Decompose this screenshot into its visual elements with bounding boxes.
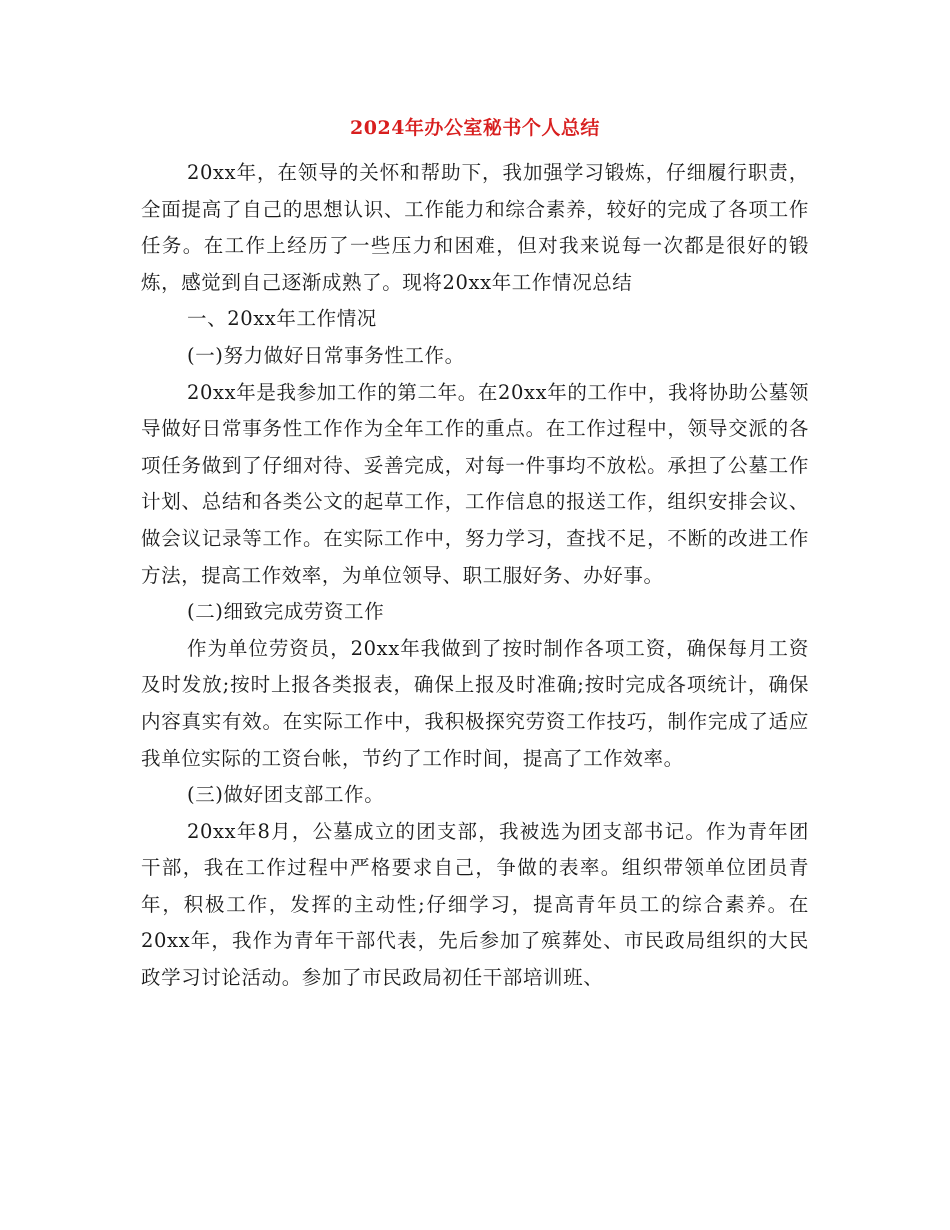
paragraph: 作为单位劳资员，20xx年我做到了按时制作各项工资，确保每月工资及时发放;按时上报各类报表，确保上报及时准确;按时完成各项统计，确保内容真实有效。在实际工作中，我积极探究劳资工作技巧，制作完成了适应我单位实际的工资台帐，节约了工作时间，提高了工作效率。 xyxy=(141,636,809,770)
subsection-heading: (一)努力做好日常事务性工作。 xyxy=(187,343,465,367)
paragraph: 20xx年8月，公墓成立的团支部，我被选为团支部书记。作为青年团干部，我在工作过程中严格要求自己，争做的表率。组织带领单位团员青年，积极工作，发挥的主动性;仔细学习，提高青年员工的综合素养。在20xx年，我作为青年干部代表，先后参加了殡葬处、市民政局组织的大民政学习讨论活动。参加了市民政局初任干部培训班、 xyxy=(141,819,809,990)
subsection-heading: (二)细致完成劳资工作 xyxy=(187,600,385,624)
subsection-heading: (三)做好团支部工作。 xyxy=(187,783,385,807)
section-heading: 一、20xx年工作情况 xyxy=(187,307,377,331)
document-body xyxy=(141,155,809,997)
document-title: 2024年办公室秘书个人总结 xyxy=(350,117,600,139)
paragraph: 20xx年是我参加工作的第二年。在20xx年的工作中，我将协助公墓领导做好日常事务性工作作为全年工作的重点。在工作过程中，领导交派的各项任务做到了仔细对待、妥善完成，对每一件事均不放松。承担了公墓工作计划、总结和各类公文的起草工作，工作信息的报送工作，组织安排会议、做会议记录等工作。在实际工作中，努力学习，查找不足，不断的改进工作方法，提高工作效率，为单位领导、职工服好务、办好事。 xyxy=(141,380,809,587)
paragraph-intro: 20xx年，在领导的关怀和帮助下，我加强学习锻炼，仔细履行职责，全面提高了自己的思想认识、工作能力和综合素养，较好的完成了各项工作任务。在工作上经历了一些压力和困难，但对我来说每一次都是很好的锻炼，感觉到自己逐渐成熟了。现将20xx年工作情况总结 xyxy=(141,161,809,294)
